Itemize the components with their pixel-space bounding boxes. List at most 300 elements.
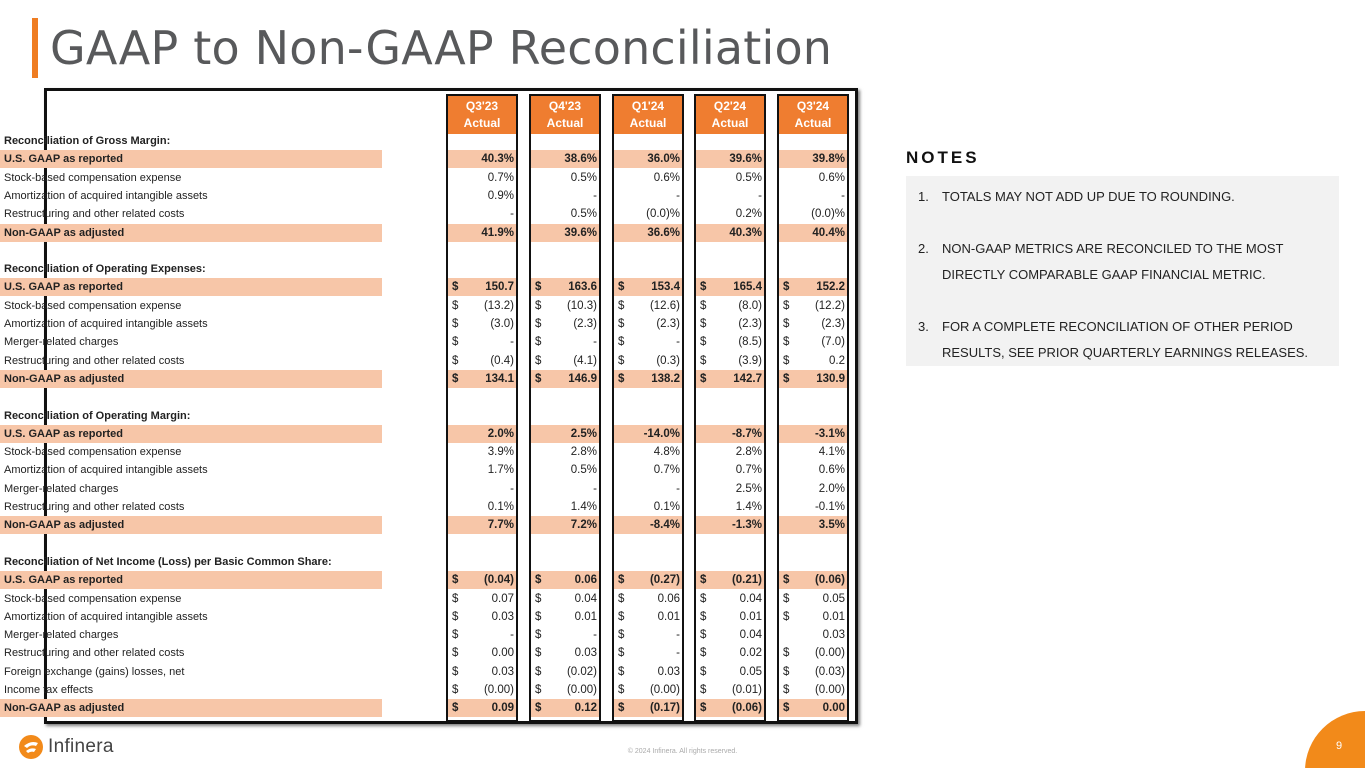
section-heading [0,132,382,150]
currency-symbol: $ [452,574,459,587]
currency-symbol: $ [783,610,790,623]
table-cell [614,315,682,333]
row-label [0,297,382,315]
cell-value: 134.1 [485,372,514,385]
cell-value: (0.0)% [646,208,680,221]
table-cell [614,663,682,681]
table-cell [696,498,764,516]
currency-symbol: $ [700,702,707,715]
cell-value: 7.7% [487,519,514,532]
column-header [614,96,682,134]
column-quarter: Q3'23 [465,99,499,113]
cell-value: 39.8% [812,153,845,166]
cell-value: 41.9% [481,226,514,239]
page-number: 9 [1336,740,1343,752]
row-label [0,461,382,479]
table-cell [448,224,516,242]
row-label-text: Stock-based compensation expense [4,446,182,459]
cell-value: 0.06 [657,592,680,605]
table-cell [531,187,599,205]
cell-value: (2.3) [821,318,845,330]
cell-value: (3.0) [490,318,514,330]
row-label [0,644,382,662]
row-label [0,480,382,498]
cell-value: 0.03 [822,629,845,642]
currency-symbol: $ [452,629,459,642]
currency-symbol: $ [618,336,625,349]
currency-symbol: $ [452,281,459,294]
row-label-text: Reconciliation of Operating Margin: [4,409,191,422]
row-label [0,352,382,370]
cell-value: 2.8% [735,446,762,459]
infinera-logo-icon [18,734,44,760]
table-cell [531,699,599,717]
row-label [0,681,382,699]
table-cell [531,150,599,168]
row-label [0,425,382,443]
cell-value: - [676,336,680,349]
cell-value: 3.5% [818,519,845,532]
currency-symbol: $ [535,372,542,385]
row-label [0,443,382,461]
currency-symbol: $ [783,336,790,349]
currency-symbol: $ [452,647,459,660]
table-cell [531,516,599,534]
currency-symbol: $ [700,318,707,330]
table-cell [614,333,682,351]
table-cell [779,644,847,662]
cell-value: 0.5% [735,171,762,184]
row-label-text: Amortization of acquired intangible assets [4,189,208,202]
table-cell [531,681,599,699]
cell-value: -8.7% [731,427,762,440]
row-label-text: Restructuring and other related costs [4,501,185,513]
cell-value: (0.3) [656,354,680,367]
currency-symbol: $ [700,592,707,605]
table-cell [779,278,847,296]
table-cell [779,169,847,187]
table-cell [779,315,847,333]
currency-symbol: $ [618,665,625,678]
column-type: Actual [463,116,501,130]
currency-symbol: $ [783,281,790,294]
table-cell [779,480,847,498]
currency-symbol: $ [535,281,542,294]
currency-symbol: $ [783,574,790,587]
note-text: FOR A COMPLETE RECONCILIATION OF OTHER PERIOD RESULTS, SEE PRIOR QUARTERLY EARNINGS RELEASES. [942,319,1309,360]
row-label-text: Restructuring and other related costs [4,647,185,660]
table-cell [696,370,764,388]
row-label-text: U.S. GAAP as reported [4,427,123,440]
currency-symbol: $ [700,372,707,385]
column-type: Actual [711,116,749,130]
cell-value: 0.5% [570,208,597,221]
currency-symbol: $ [452,684,459,696]
table-cell [696,571,764,589]
table-cell [448,516,516,534]
cell-value: (0.21) [731,574,762,587]
column-header [531,96,599,134]
row-label-text: Amortization of acquired intangible assets [4,464,208,477]
cell-value: - [593,629,597,642]
row-label-text: Amortization of acquired intangible assets [4,610,208,623]
cell-value: (0.4) [490,354,514,367]
table-cell [696,644,764,662]
row-label [0,626,382,644]
cell-value: - [510,629,514,642]
cell-value: 0.05 [739,665,762,678]
cell-value: - [593,189,597,202]
table-cell [531,297,599,315]
table-cell [696,699,764,717]
currency-symbol: $ [452,592,459,605]
cell-value: (0.00) [566,684,597,696]
table-cell [614,443,682,461]
cell-value: 163.6 [568,281,597,294]
column-header [448,96,516,134]
cell-value: - [758,189,762,202]
cell-value: 40.4% [812,226,845,239]
cell-value: 150.7 [485,281,514,294]
currency-symbol: $ [535,684,542,696]
row-label [0,205,382,223]
cell-value: 152.2 [816,281,845,294]
notes-title: NOTES [906,148,980,167]
row-label-text: Reconciliation of Gross Margin: [4,135,171,147]
cell-value: 0.05 [822,592,845,605]
table-cell [779,681,847,699]
note-item [918,236,1327,288]
cell-value: (0.04) [483,574,514,587]
currency-symbol: $ [700,574,707,587]
cell-value: (7.0) [821,336,845,349]
row-label-text: Income tax effects [4,684,94,696]
note-text: NON-GAAP METRICS ARE RECONCILED TO THE MOST DIRECTLY COMPARABLE GAAP FINANCIAL METRIC. [942,241,1284,282]
currency-symbol: $ [783,318,790,330]
note-number: 3. [918,319,929,334]
table-cell [696,480,764,498]
currency-symbol: $ [535,336,542,349]
cell-value: 0.03 [491,610,514,623]
table-cell [614,297,682,315]
table-cell [531,333,599,351]
row-label-text: Stock-based compensation expense [4,171,182,184]
currency-symbol: $ [700,665,707,678]
cell-value: 0.1% [487,501,514,513]
cell-value: 0.01 [822,610,845,623]
table-cell [531,278,599,296]
row-label-text: Restructuring and other related costs [4,208,185,221]
row-label-text: Merger-related charges [4,629,119,642]
cell-value: 39.6% [564,226,597,239]
page-number-badge [1305,711,1365,768]
cell-value: 165.4 [733,281,762,294]
currency-symbol: $ [618,318,625,330]
cell-value: -8.4% [649,519,680,532]
currency-symbol: $ [618,610,625,623]
row-label-text: U.S. GAAP as reported [4,153,123,166]
cell-value: - [510,336,514,349]
currency-symbol: $ [700,647,707,660]
table-cell [531,626,599,644]
currency-symbol: $ [618,574,625,587]
cell-value: (13.2) [483,299,514,312]
table-cell [614,516,682,534]
cell-value: 142.7 [733,372,762,385]
row-label [0,699,382,717]
table-cell [448,205,516,223]
table-cell [448,443,516,461]
table-cell [696,461,764,479]
cell-value: 0.6% [818,464,845,477]
section-heading [0,407,382,425]
currency-symbol: $ [452,336,459,349]
cell-value: 0.04 [574,592,597,605]
row-label [0,498,382,516]
table-cell [696,681,764,699]
table-cell [531,498,599,516]
table-cell [614,150,682,168]
cell-value: 0.01 [574,610,597,623]
currency-symbol: $ [618,281,625,294]
row-label [0,663,382,681]
table-cell [448,169,516,187]
currency-symbol: $ [452,372,459,385]
cell-value: 0.04 [739,592,762,605]
table-cell [614,205,682,223]
cell-value: 2.0% [818,482,845,495]
note-text: TOTALS MAY NOT ADD UP DUE TO ROUNDING. [942,189,1235,204]
cell-value: - [676,647,680,660]
notes-box [906,176,1339,366]
cell-value: (0.01) [731,684,762,696]
currency-symbol: $ [700,684,707,696]
currency-symbol: $ [535,629,542,642]
cell-value: (0.00) [649,684,680,696]
cell-value: - [510,482,514,495]
table-cell [614,590,682,608]
section-heading [0,553,382,571]
cell-value: 36.0% [647,153,680,166]
currency-symbol: $ [618,592,625,605]
table-cell [614,224,682,242]
table-cell [448,333,516,351]
cell-value: (8.0) [738,299,762,312]
cell-value: -14.0% [643,427,680,440]
table-cell [696,150,764,168]
table-cell [531,663,599,681]
table-cell [696,315,764,333]
table-cell [614,278,682,296]
cell-value: (0.06) [731,702,762,715]
table-cell [448,352,516,370]
table-cell [448,480,516,498]
cell-value: 0.06 [574,574,597,587]
table-cell [696,187,764,205]
row-label [0,370,382,388]
table-cell [779,187,847,205]
cell-value: 1.4% [735,501,762,513]
table-cell [614,571,682,589]
cell-value: 0.6% [818,171,845,184]
brand-logo [18,734,114,760]
cell-value: 2.5% [735,482,762,495]
cell-value: - [676,189,680,202]
cell-value: 0.7% [653,464,680,477]
table-cell [448,315,516,333]
row-label-text: Non-GAAP as adjusted [4,226,125,239]
currency-symbol: $ [783,299,790,312]
column-quarter: Q1'24 [631,99,665,113]
cell-value: - [841,189,845,202]
table-cell [531,205,599,223]
table-cell [448,644,516,662]
copyright-text: © 2024 Infinera. All rights reserved. [627,748,738,755]
table-cell [779,498,847,516]
table-cell [614,480,682,498]
cell-value: 0.2 [829,354,845,367]
table-cell [696,333,764,351]
table-cell [696,352,764,370]
table-cell [779,297,847,315]
cell-value: 0.6% [653,171,680,184]
cell-value: 138.2 [651,372,680,385]
row-label [0,278,382,296]
row-label-text: Reconciliation of Operating Expenses: [4,263,206,276]
row-label [0,333,382,351]
table-cell [531,370,599,388]
currency-symbol: $ [700,299,707,312]
table-cell [531,590,599,608]
cell-value: 38.6% [564,153,597,166]
cell-value: 2.5% [570,427,597,440]
table-cell [696,590,764,608]
table-cell [696,425,764,443]
cell-value: 0.7% [735,464,762,477]
table-cell [779,370,847,388]
table-cell [614,498,682,516]
cell-value: 0.02 [739,647,762,660]
column-header [696,96,764,134]
currency-symbol: $ [535,299,542,312]
currency-symbol: $ [535,592,542,605]
table-cell [448,590,516,608]
row-label [0,315,382,333]
table-cell [696,278,764,296]
table-cell [448,608,516,626]
table-cell [448,699,516,717]
cell-value: 0.00 [491,647,514,660]
row-label-text: U.S. GAAP as reported [4,574,123,587]
section-heading [0,260,382,278]
row-label-text: Non-GAAP as adjusted [4,372,125,385]
row-label [0,608,382,626]
table-cell [696,516,764,534]
cell-value: - [676,482,680,495]
currency-symbol: $ [535,665,542,678]
column-quarter: Q2'24 [713,99,747,113]
table-cell [448,663,516,681]
column-type: Actual [629,116,667,130]
cell-value: 0.01 [657,610,680,623]
currency-symbol: $ [452,354,459,367]
table-cell [531,644,599,662]
table-cell [779,590,847,608]
row-label [0,590,382,608]
cell-value: 0.7% [487,171,514,184]
table-cell [696,297,764,315]
table-cell [696,443,764,461]
cell-value: 0.1% [653,501,680,513]
cell-value: 0.12 [574,702,597,715]
cell-value: 2.8% [570,446,597,459]
cell-value: (12.2) [814,299,845,312]
currency-symbol: $ [618,299,625,312]
cell-value: - [593,336,597,349]
cell-value: (0.00) [814,684,845,696]
column-quarter: Q3'24 [796,99,830,113]
table-cell [531,461,599,479]
cell-value: 4.1% [818,446,845,459]
cell-value: 2.0% [487,427,514,440]
table-cell [779,608,847,626]
table-cell [696,608,764,626]
table-cell [779,333,847,351]
table-cell [448,626,516,644]
cell-value: (4.1) [573,354,597,367]
cell-value: 4.8% [653,446,680,459]
column-type: Actual [794,116,832,130]
column-type: Actual [546,116,584,130]
cell-value: -0.1% [814,501,845,513]
row-label [0,169,382,187]
currency-symbol: $ [783,665,790,678]
row-label-text: Foreign exchange (gains) losses, net [4,665,185,678]
currency-symbol: $ [618,629,625,642]
table-cell [531,224,599,242]
table-cell [448,681,516,699]
currency-symbol: $ [452,318,459,330]
cell-value: 0.5% [570,171,597,184]
cell-value: 7.2% [570,519,597,532]
table-cell [614,425,682,443]
cell-value: (0.00) [483,684,514,696]
row-label [0,571,382,589]
cell-value: 0.07 [491,592,514,605]
cell-value: (0.02) [566,665,597,678]
table-cell [779,626,847,644]
currency-symbol: $ [618,684,625,696]
table-cell [696,205,764,223]
cell-value: 130.9 [816,372,845,385]
row-label-text: Merger-related charges [4,336,119,349]
table-cell [779,425,847,443]
cell-value: 0.9% [487,189,514,202]
currency-symbol: $ [535,647,542,660]
cell-value: 3.9% [487,446,514,459]
table-cell [614,461,682,479]
currency-symbol: $ [535,318,542,330]
table-cell [448,278,516,296]
table-cell [696,224,764,242]
currency-symbol: $ [700,629,707,642]
cell-value: (2.3) [573,318,597,330]
cell-value: (2.3) [656,318,680,330]
table-cell [614,626,682,644]
note-number: 2. [918,241,929,256]
row-label [0,224,382,242]
currency-symbol: $ [783,592,790,605]
